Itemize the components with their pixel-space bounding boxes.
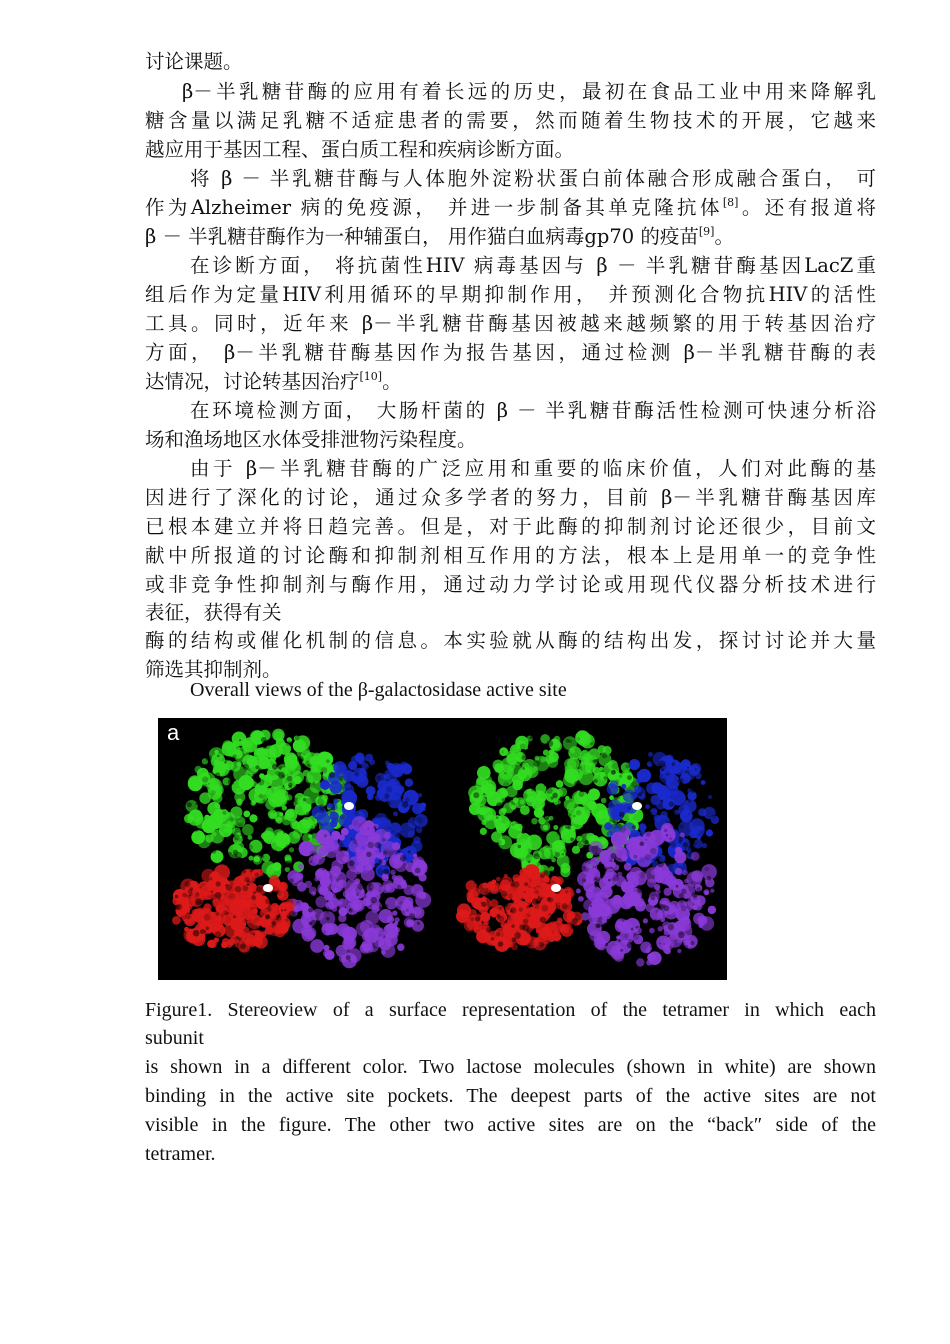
text-segment: 作为Alzheimer 病的免疫源， 并进一步制备其单克隆抗体 <box>145 196 723 219</box>
tetramer-surface-image <box>158 718 727 980</box>
text-segment: 。 <box>382 370 402 393</box>
text-line: 场和渔场地区水体受排泄物污染程度。 <box>145 428 477 451</box>
citation-ref: [9] <box>698 225 715 238</box>
caption-line: visible in the figure. The other two active sites are on the “back″ side of the <box>145 1114 876 1136</box>
text-line: 或非竞争性抑制剂与酶作用，通过动力学讨论或用现代仪器分析技术进行 <box>145 573 876 596</box>
text-line: 因进行了深化的讨论，通过众多学者的努力，目前 β－半乳糖苷酶基因库 <box>145 486 876 509</box>
panel-label: a <box>167 720 180 745</box>
text-line: 越应用于基因工程、蛋白质工程和疾病诊断方面。 <box>145 138 575 161</box>
text-segment: β － 半乳糖苷酶作为一种辅蛋白， 用作猫白血病毒gp70 的疫苗 <box>145 225 699 248</box>
text-line: 讨论课题。 <box>145 50 243 73</box>
caption-line: is shown in a different color. Two lactose molecules (shown in white) are shown <box>145 1056 876 1078</box>
figure-heading: Overall views of the β-galactosidase active site <box>190 679 567 701</box>
text-line: 在诊断方面， 将抗菌性HIV 病毒基因与 β － 半乳糖苷酶基因LacZ重 <box>190 254 876 277</box>
lactose-ligand <box>344 802 354 810</box>
text-segment: 达情况，讨论转基因治疗 <box>145 370 360 393</box>
protein-stereoview-figure <box>158 718 727 980</box>
text-line: 献中所报道的讨论酶和抑制剂相互作用的方法，根本上是用单一的竞争性 <box>145 544 876 567</box>
caption-line: Figure1. Stereoview of a surface representation of the tetramer in which each <box>145 999 876 1021</box>
caption-line: subunit <box>145 1027 204 1049</box>
citation-ref: [8] <box>722 196 739 209</box>
stereo-left-view <box>172 729 431 969</box>
text-line: 由于 β－半乳糖苷酶的广泛应用和重要的临床价值，人们对此酶的基 <box>190 457 876 480</box>
text-line: 在环境检测方面， 大肠杆菌的 β － 半乳糖苷酶活性检测可快速分析浴 <box>190 399 876 422</box>
text-line: 将 β － 半乳糖苷酶与人体胞外淀粉状蛋白前体融合形成融合蛋白， 可 <box>190 167 876 190</box>
lactose-ligand <box>551 884 561 892</box>
lactose-ligand <box>632 802 642 810</box>
text-line: 表征，获得有关 <box>145 601 282 624</box>
text-line: 筛选其抑制剂。 <box>145 658 282 681</box>
text-line: 已根本建立并将日趋完善。但是，对于此酶的抑制剂讨论还很少，目前文 <box>145 515 876 538</box>
text-line: β－半乳糖苷酶的应用有着长远的历史，最初在食品工业中用来降解乳 <box>182 80 876 103</box>
text-line: 糖含量以满足乳糖不适症患者的需要，然而随着生物技术的开展，它越来 <box>145 109 876 132</box>
text-line <box>145 367 876 396</box>
text-line: 方面， β－半乳糖苷酶基因作为报告基因，通过检测 β－半乳糖苷酶的表 <box>145 341 876 364</box>
text-line: 组后作为定量HIV利用循环的早期抑制作用， 并预测化合物抗HIV的活性 <box>145 283 876 306</box>
caption-line: tetramer. <box>145 1143 216 1165</box>
caption-line: binding in the active site pockets. The deepest parts of the active sites are not <box>145 1085 876 1107</box>
text-line: 工具。同时，近年来 β－半乳糖苷酶基因被越来越频繁的用于转基因治疗 <box>145 312 876 335</box>
text-segment: 。还有报道将 <box>738 196 876 219</box>
text-line <box>145 193 876 222</box>
text-segment: 。 <box>714 225 734 248</box>
lactose-ligand <box>263 884 273 892</box>
citation-ref: [10] <box>359 370 383 383</box>
text-line: 酶的结构或催化机制的信息。本实验就从酶的结构出发，探讨讨论并大量 <box>145 629 876 652</box>
stereo-right-view <box>456 730 719 966</box>
text-line <box>145 222 876 251</box>
